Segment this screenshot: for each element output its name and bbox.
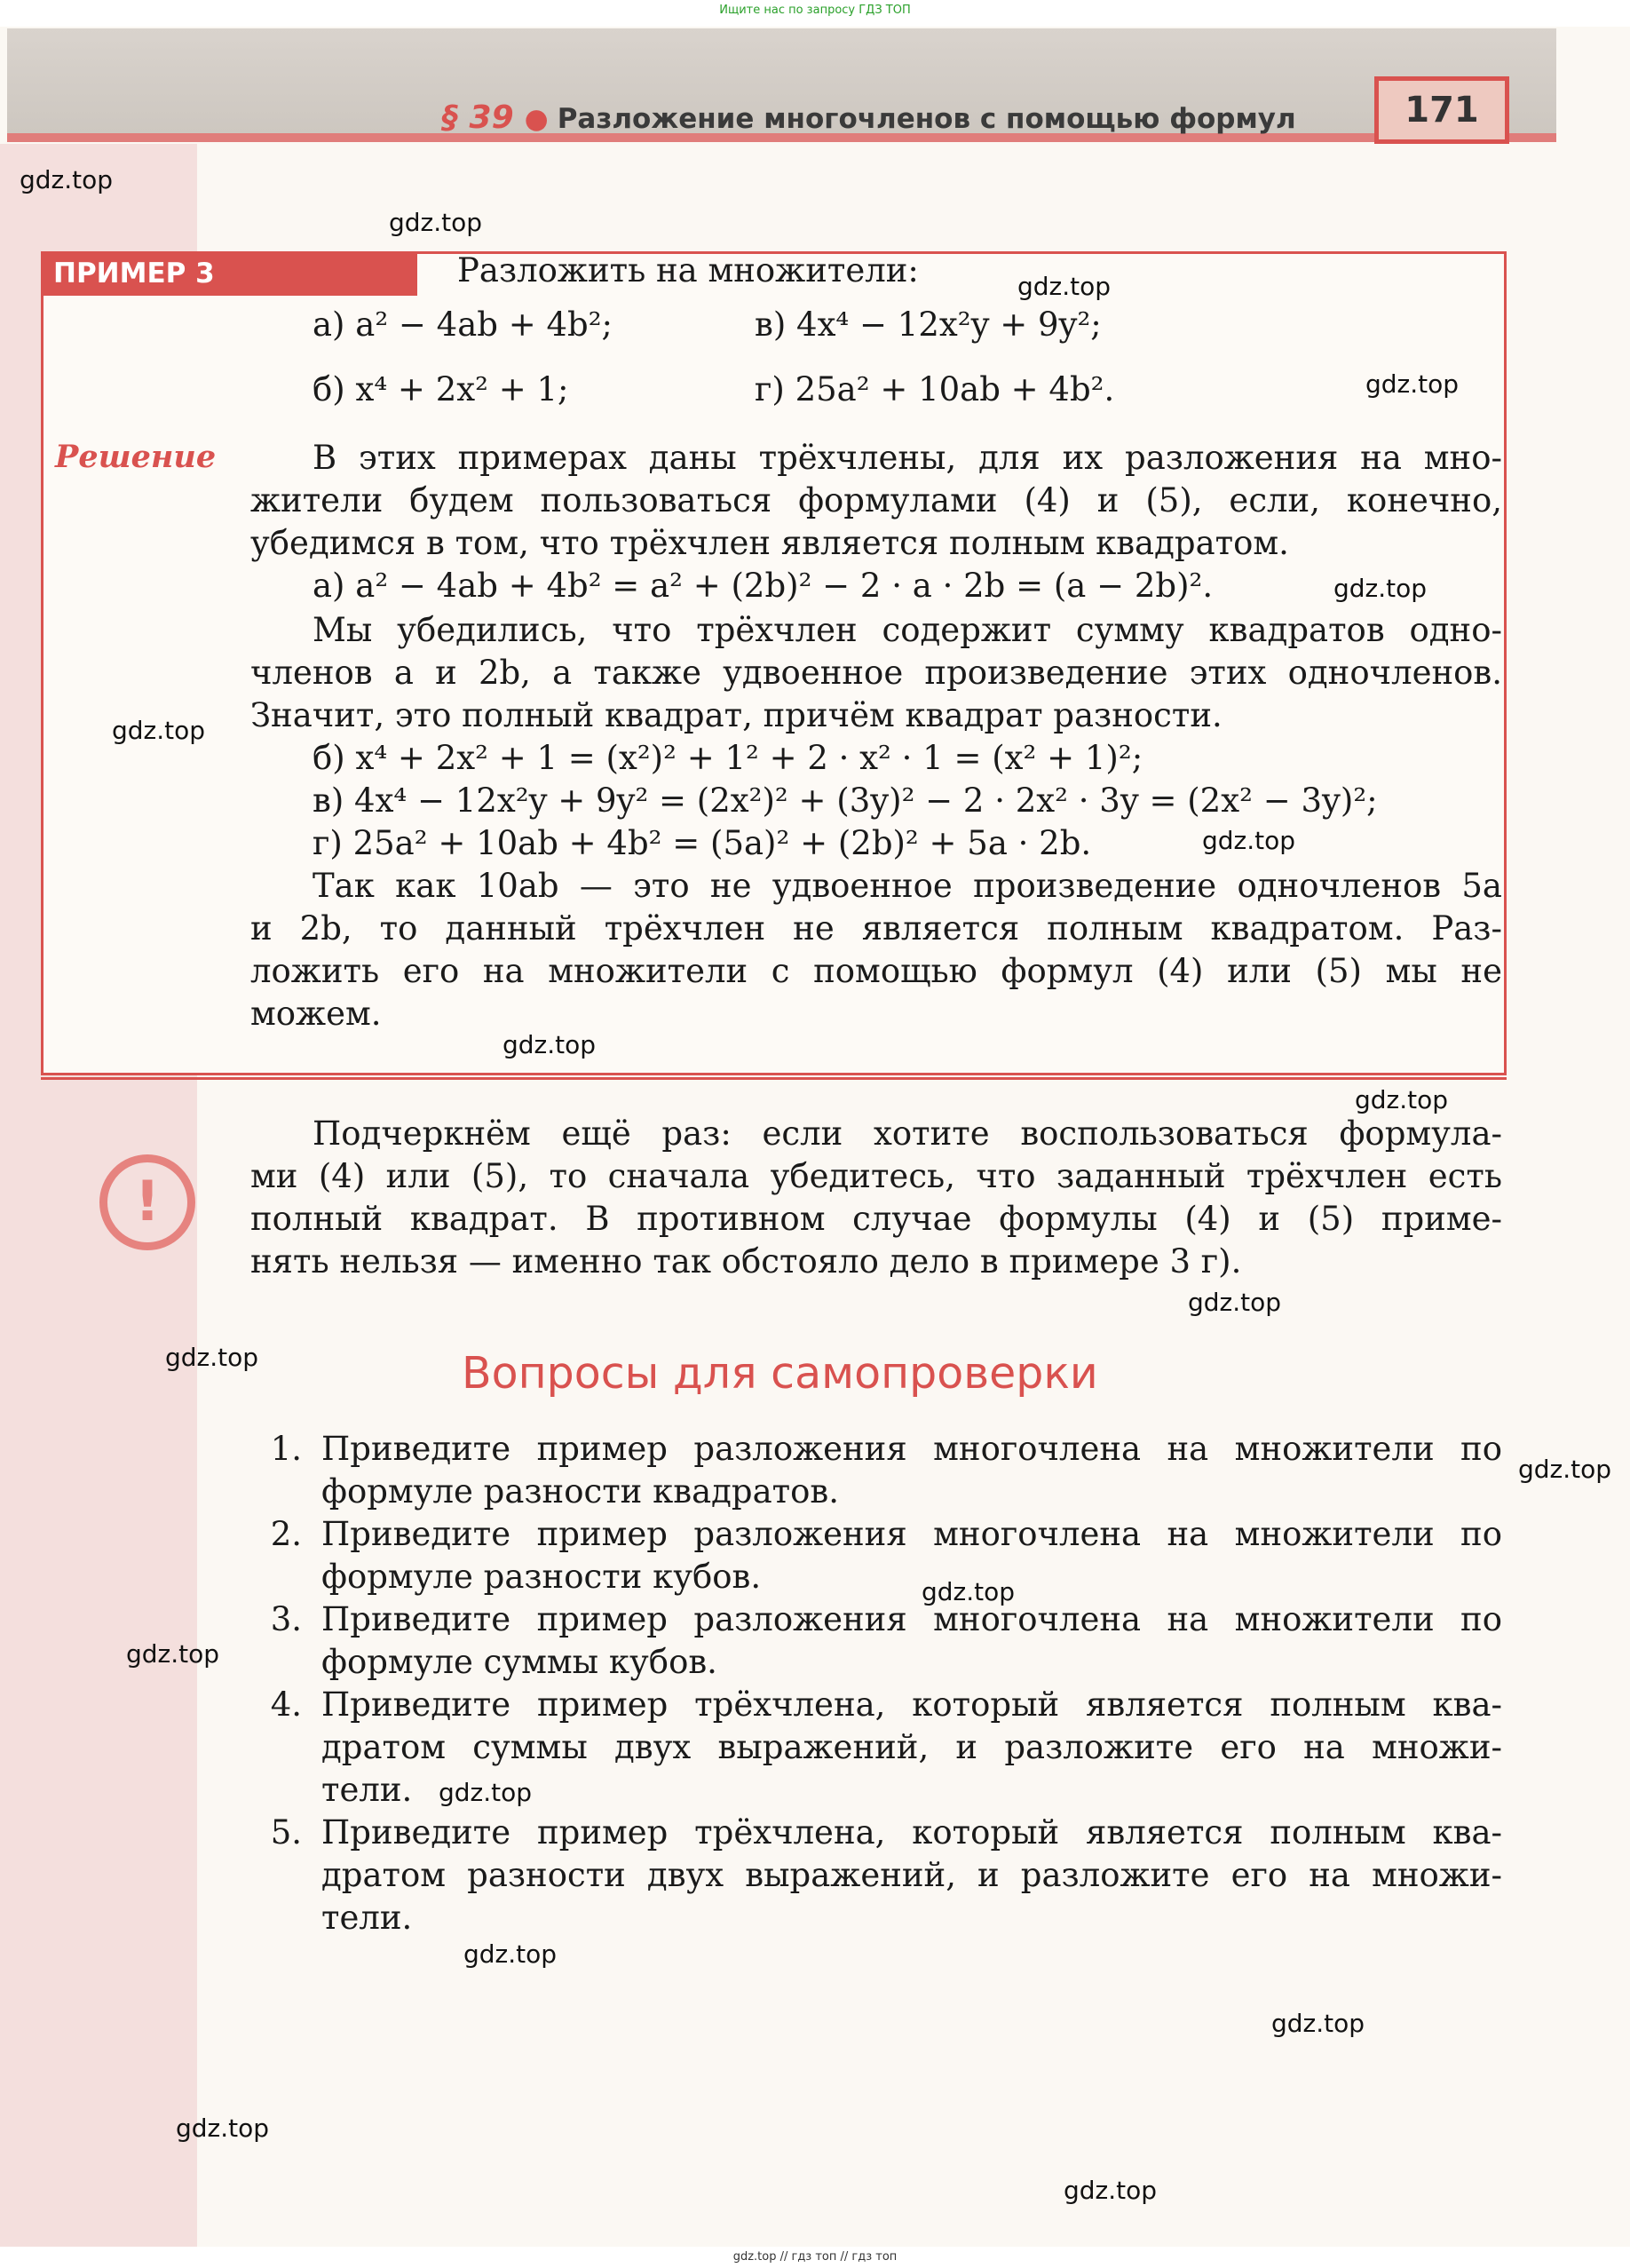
bullet-icon: ● [524, 103, 549, 135]
solution-line: г) 25a² + 10ab + 4b² = (5a)² + (2b)² + 5a · 2b. [313, 824, 1092, 862]
question-line: Приведите пример трёхчлена, который является полным ква- [321, 1685, 1502, 1724]
task-item-g: г) 25a² + 10ab + 4b². [755, 370, 1115, 408]
solution-line: ложить его на множители с помощью формул (4) или (5) мы не [250, 952, 1502, 990]
question-line: Приведите пример разложения многочлена на множители по [321, 1600, 1502, 1638]
question-number: 3. [270, 1600, 302, 1638]
note-line: ми (4) или (5), то сначала убедитесь, что заданный трёхчлен есть [250, 1157, 1502, 1195]
watermark: gdz.top [1202, 826, 1296, 855]
section-name: Разложение многочленов с помощью формул [557, 103, 1296, 135]
question-line: Приведите пример разложения многочлена на множители по [321, 1430, 1502, 1468]
example-label: ПРИМЕР 3 [41, 251, 417, 296]
question-number: 1. [270, 1430, 302, 1468]
question-number: 2. [270, 1515, 302, 1553]
exclamation-icon: ! [99, 1154, 195, 1250]
solution-label: Решение [55, 439, 217, 475]
watermark: gdz.top [1064, 2176, 1158, 2205]
solution-line: можем. [250, 995, 382, 1033]
note-line: Подчеркнём ещё раз: если хотите воспользоваться формула- [313, 1114, 1502, 1153]
question-line: формуле разности квадратов. [321, 1472, 839, 1511]
solution-line: в) 4x⁴ − 12x²y + 9y² = (2x²)² + (3y)² − 2 · 2x² · 3y = (2x² − 3y)²; [313, 781, 1378, 820]
question-line: тели. [321, 1771, 413, 1809]
question-line: формуле суммы кубов. [321, 1643, 717, 1681]
section-number: § 39 [442, 99, 514, 136]
watermark: gdz.top [502, 1030, 597, 1059]
task-item-a: а) a² − 4ab + 4b²; [313, 305, 613, 344]
solution-line: а) a² − 4ab + 4b² = a² + (2b)² − 2 · a · 2b = (a − 2b)². [313, 567, 1214, 605]
question-line: дратом разности двух выражений, и разложите его на множи- [321, 1856, 1502, 1894]
question-line: формуле разности кубов. [321, 1558, 762, 1596]
watermark: gdz.top [176, 2113, 270, 2143]
question-line: дратом суммы двух выражений, и разложите его на множи- [321, 1728, 1502, 1766]
section-title [442, 99, 1296, 136]
question-number: 4. [270, 1685, 302, 1724]
question-line: Приведите пример разложения многочлена на множители по [321, 1515, 1502, 1553]
solution-line: Значит, это полный квадрат, причём квадрат разности. [250, 696, 1222, 734]
watermark: gdz.top [1188, 1288, 1282, 1317]
page-number: 171 [1374, 76, 1509, 144]
watermark: gdz.top [1333, 574, 1428, 603]
questions-title: Вопросы для самопроверки [462, 1348, 1098, 1399]
watermark: gdz.top [112, 716, 206, 745]
solution-line: убедимся в том, что трёхчлен является полным квадратом. [250, 524, 1289, 562]
watermark: gdz.top [439, 1778, 533, 1807]
watermark: gdz.top [463, 1939, 558, 1969]
watermark: gdz.top [1017, 272, 1112, 301]
question-number: 5. [270, 1813, 302, 1852]
solution-line: членов a и 2b, а также удвоенное произведение этих одночленов. [250, 654, 1502, 692]
solution-line: Мы убедились, что трёхчлен содержит сумму квадратов одно- [313, 611, 1502, 649]
watermark: gdz.top [1518, 1455, 1612, 1484]
watermark: gdz.top [165, 1343, 259, 1372]
watermark: gdz.top [922, 1577, 1016, 1606]
watermark: gdz.top [1355, 1085, 1449, 1114]
watermark: gdz.top [126, 1639, 220, 1669]
watermark: gdz.top [20, 165, 114, 194]
solution-line: Так как 10ab — это не удвоенное произведение одночленов 5a [313, 867, 1502, 905]
note-line: нять нельзя — именно так обстояло дело в примере 3 г). [250, 1242, 1242, 1281]
solution-line: жители будем пользоваться формулами (4) и (5), если, конечно, [250, 481, 1502, 519]
solution-line: В этих примерах даны трёхчлены, для их разложения на мно- [313, 439, 1502, 477]
task-item-b: б) x⁴ + 2x² + 1; [313, 370, 569, 408]
watermark: gdz.top [1365, 369, 1460, 399]
watermark: gdz.top [1271, 2009, 1365, 2038]
example-task: Разложить на множители: [457, 251, 919, 289]
solution-line: б) x⁴ + 2x² + 1 = (x²)² + 1² + 2 · x² · 1 = (x² + 1)²; [313, 739, 1143, 777]
note-line: полный квадрат. В противном случае формулы (4) и (5) приме- [250, 1200, 1502, 1238]
question-line: тели. [321, 1899, 413, 1937]
solution-line: и 2b, то данный трёхчлен не является полным квадратом. Раз- [250, 909, 1502, 948]
task-item-v: в) 4x⁴ − 12x²y + 9y²; [755, 305, 1102, 344]
divider [41, 1077, 1507, 1080]
top-note: Ищите нас по запросу ГДЗ ТОП [719, 4, 911, 17]
watermark: gdz.top [389, 208, 483, 237]
question-line: Приведите пример трёхчлена, который является полным ква- [321, 1813, 1502, 1852]
bottom-note: gdz.top // гдз топ // гдз топ [732, 2250, 898, 2264]
